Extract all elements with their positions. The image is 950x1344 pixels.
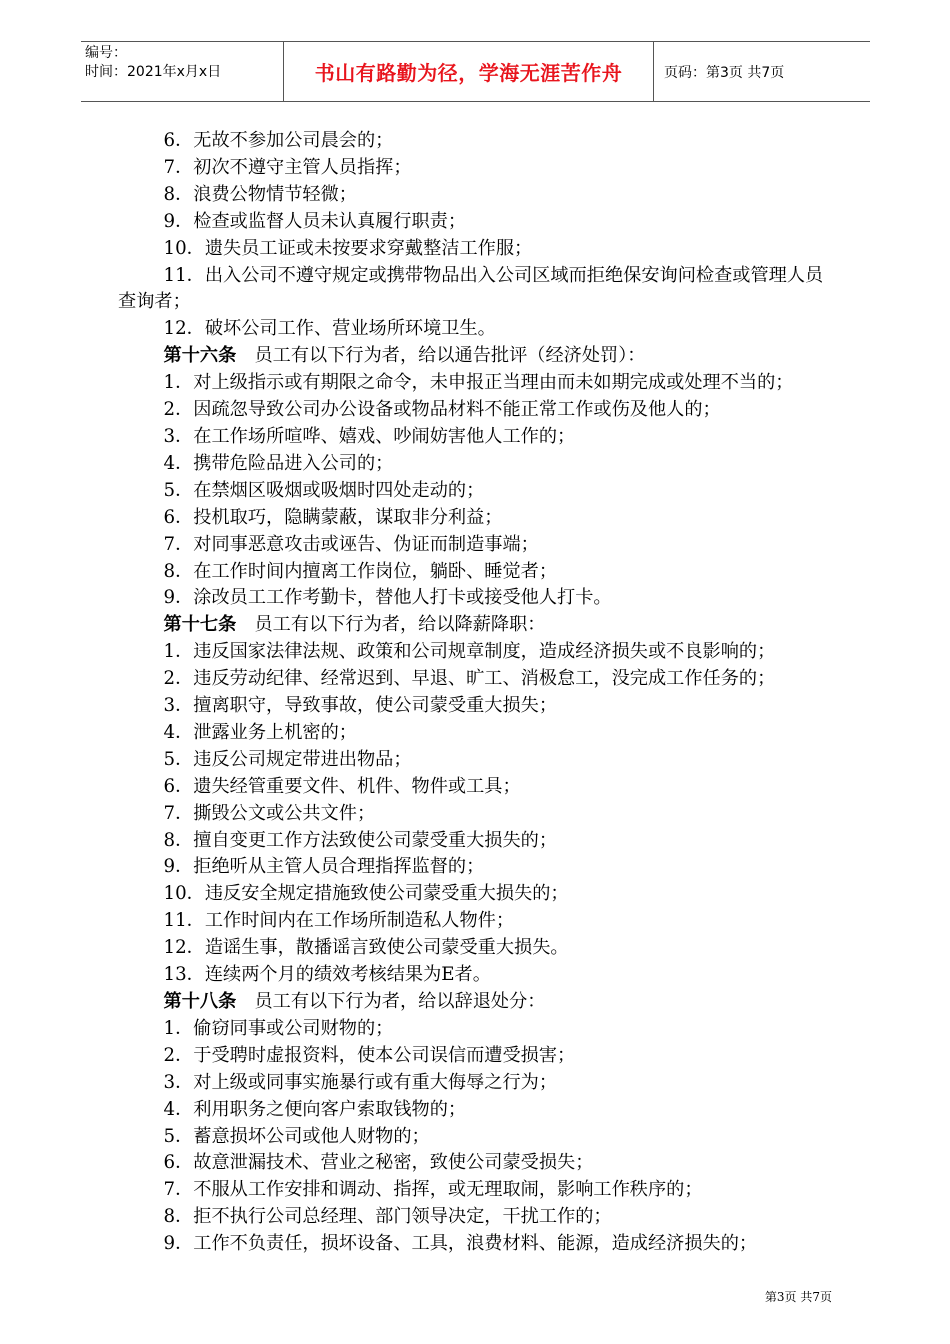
paragraph-text: 12．造谣生事，散播谣言致使公司蒙受重大损失。 bbox=[163, 937, 569, 959]
paragraph-text: 8．擅自变更工作方法致使公司蒙受重大损失的； bbox=[163, 829, 558, 851]
paragraph-text: 13．连续两个月的绩效考核结果为E者。 bbox=[163, 964, 491, 986]
clause-paragraph bbox=[118, 316, 838, 343]
clause-paragraph bbox=[118, 666, 838, 693]
clause-paragraph bbox=[118, 1204, 838, 1231]
clause-paragraph bbox=[118, 720, 838, 747]
clause-paragraph bbox=[118, 935, 838, 962]
clause-paragraph bbox=[118, 451, 838, 478]
clause-paragraph bbox=[118, 370, 838, 397]
paragraph-text: 2．违反劳动纪律、经常迟到、早退、旷工、消极怠工，没完成工作任务的； bbox=[163, 668, 776, 690]
clause-paragraph bbox=[118, 559, 838, 586]
paragraph-text: 11．工作时间内在工作场所制造私人物件； bbox=[163, 910, 515, 932]
paragraph-text: 12．破坏公司工作、营业场所环境卫生。 bbox=[163, 318, 496, 340]
paragraph-text: 11．出入公司不遵守规定或携带物品出入公司区域而拒绝保安询问检查或管理人员查询者； bbox=[118, 264, 824, 313]
paragraph-text: 7．撕毁公文或公共文件； bbox=[163, 802, 376, 824]
paragraph-text: 2．于受聘时虚报资料，使本公司误信而遭受损害； bbox=[163, 1044, 576, 1066]
clause-paragraph bbox=[118, 1150, 838, 1177]
clause-paragraph bbox=[118, 801, 838, 828]
clause-paragraph bbox=[118, 774, 838, 801]
paragraph-text: 8．在工作时间内擅离工作岗位，躺卧、睡觉者； bbox=[163, 560, 558, 582]
clause-paragraph bbox=[118, 693, 838, 720]
clause-paragraph bbox=[118, 1097, 838, 1124]
clause-paragraph bbox=[118, 881, 838, 908]
paragraph-text: 7．初次不遵守主管人员指挥； bbox=[163, 156, 412, 178]
paragraph-text: 1．对上级指示或有期限之命令，未申报正当理由而未如期完成或处理不当的； bbox=[163, 372, 794, 394]
clause-paragraph bbox=[118, 854, 838, 881]
article-number: 第十七条 bbox=[163, 614, 237, 636]
clause-paragraph bbox=[118, 182, 838, 209]
paragraph-text: 1．偷窃同事或公司财物的； bbox=[163, 1017, 394, 1039]
document-time-label: 时间：2021年x月x日 bbox=[85, 64, 222, 80]
clause-paragraph bbox=[118, 1231, 838, 1258]
clause-paragraph bbox=[118, 1070, 838, 1097]
article-heading-paragraph bbox=[118, 612, 838, 639]
clause-paragraph bbox=[118, 828, 838, 855]
clause-paragraph bbox=[118, 478, 838, 505]
paragraph-text: 9．拒绝听从主管人员合理指挥监督的； bbox=[163, 856, 485, 878]
article-number: 第十六条 bbox=[163, 345, 237, 367]
page-footer: 第3页 共7页 bbox=[764, 1290, 832, 1304]
paragraph-text: 9．涂改员工工作考勤卡，替他人打卡或接受他人打卡。 bbox=[163, 587, 612, 609]
paragraph-text: 9．工作不负责任，损坏设备、工具，浪费材料、能源，造成经济损失的； bbox=[163, 1233, 758, 1255]
document-body bbox=[118, 128, 838, 1258]
document-number-label: 编号： bbox=[85, 45, 127, 61]
article-heading-paragraph bbox=[118, 989, 838, 1016]
header-page-label: 页码：第3页 共7页 bbox=[664, 64, 785, 81]
paragraph-text: 10．遗失员工证或未按要求穿戴整洁工作服； bbox=[163, 237, 533, 259]
header-meta bbox=[81, 42, 284, 101]
clause-paragraph bbox=[118, 236, 838, 263]
article-heading-paragraph bbox=[118, 343, 838, 370]
paragraph-text: 5．违反公司规定带进出物品； bbox=[163, 748, 412, 770]
clause-paragraph bbox=[118, 532, 838, 559]
paragraph-text: 6．无故不参加公司晨会的； bbox=[163, 130, 394, 151]
header-page-cell bbox=[654, 42, 870, 101]
clause-paragraph bbox=[118, 505, 838, 532]
clause-paragraph bbox=[118, 155, 838, 182]
clause-paragraph bbox=[118, 397, 838, 424]
page-header bbox=[81, 41, 870, 102]
paragraph-text: 5．蓄意损坏公司或他人财物的； bbox=[163, 1125, 430, 1147]
paragraph-text: 4．利用职务之便向客户索取钱物的； bbox=[163, 1098, 467, 1120]
header-motto: 书山有路勤为径，学海无涯苦作舟 bbox=[314, 61, 623, 85]
paragraph-text: 3．擅离职守，导致事故，使公司蒙受重大损失； bbox=[163, 695, 558, 717]
article-number: 第十八条 bbox=[163, 991, 237, 1012]
paragraph-text: 2．因疏忽导致公司办公设备或物品材料不能正常工作或伤及他人的； bbox=[163, 399, 721, 421]
clause-paragraph bbox=[118, 424, 838, 451]
paragraph-text: 9．检查或监督人员未认真履行职责； bbox=[163, 210, 467, 232]
paragraph-text: 4．携带危险品进入公司的； bbox=[163, 452, 394, 474]
clause-paragraph bbox=[118, 1016, 838, 1043]
paragraph-text: 10．违反安全规定措施致使公司蒙受重大损失的； bbox=[163, 883, 569, 905]
paragraph-text: 员工有以下行为者，给以降薪降职： bbox=[236, 614, 546, 636]
paragraph-text: 6．故意泄漏技术、营业之秘密，致使公司蒙受损失； bbox=[163, 1152, 594, 1174]
clause-paragraph bbox=[118, 1177, 838, 1204]
paragraph-text: 7．不服从工作安排和调动、指挥，或无理取闹，影响工作秩序的； bbox=[163, 1179, 703, 1201]
paragraph-text: 6．投机取巧，隐瞒蒙蔽，谋取非分利益； bbox=[163, 506, 503, 528]
paragraph-text: 5．在禁烟区吸烟或吸烟时四处走动的； bbox=[163, 479, 485, 501]
paragraph-text: 员工有以下行为者，给以辞退处分： bbox=[236, 991, 546, 1012]
clause-paragraph bbox=[118, 1043, 838, 1070]
clause-paragraph bbox=[118, 263, 838, 317]
paragraph-text: 3．对上级或同事实施暴行或有重大侮辱之行为； bbox=[163, 1071, 558, 1093]
paragraph-text: 4．泄露业务上机密的； bbox=[163, 721, 357, 743]
paragraph-text: 8．拒不执行公司总经理、部门领导决定，干扰工作的； bbox=[163, 1206, 612, 1228]
paragraph-text: 7．对同事恶意攻击或诬告、伪证而制造事端； bbox=[163, 533, 539, 555]
clause-paragraph bbox=[118, 908, 838, 935]
paragraph-text: 员工有以下行为者，给以通告批评（经济处罚）： bbox=[236, 345, 646, 367]
paragraph-text: 1．违反国家法律法规、政策和公司规章制度，造成经济损失或不良影响的； bbox=[163, 641, 776, 663]
clause-paragraph bbox=[118, 639, 838, 666]
clause-paragraph bbox=[118, 1124, 838, 1151]
clause-paragraph bbox=[118, 209, 838, 236]
paragraph-text: 6．遗失经管重要文件、机件、物件或工具； bbox=[163, 775, 521, 797]
paragraph-text: 3．在工作场所喧哗、嬉戏、吵闹妨害他人工作的； bbox=[163, 425, 576, 447]
clause-paragraph bbox=[118, 962, 838, 989]
clause-paragraph bbox=[118, 747, 838, 774]
clause-paragraph bbox=[118, 128, 838, 155]
paragraph-text: 8．浪费公物情节轻微； bbox=[163, 183, 357, 205]
header-motto-cell bbox=[284, 42, 654, 101]
clause-paragraph bbox=[118, 585, 838, 612]
